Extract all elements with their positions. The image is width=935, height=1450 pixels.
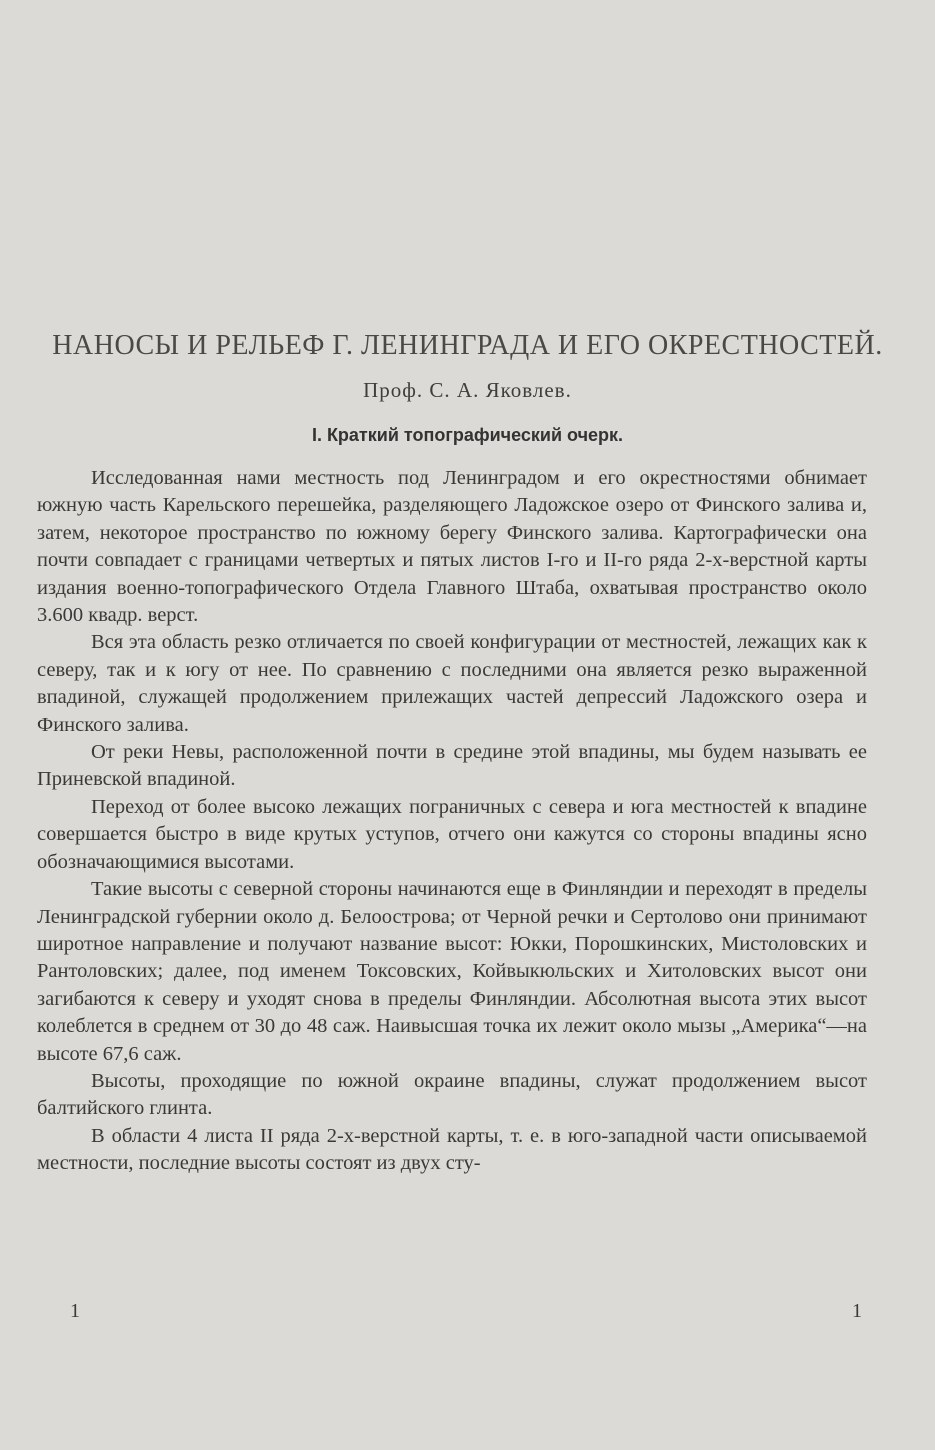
paragraph: Высоты, проходящие по южной окраине впадины, служат продолжением высот балтийского глинта. xyxy=(37,1069,867,1120)
paragraph: Такие высоты с северной стороны начинаются еще в Финляндии и переходят в пределы Ленинградской губернии около д. Белоострова; от Черной речки и Сертолово они принимают широтное направление и получают название высот: Юкки, Порошкинских, Мистоловских и Рантоловских; далее, под именем Токсовских, Койвыкюльских и Хитоловских высот они загибаются к северу и уходят снова в пределы Финляндии. Абсолютная высота этих высот колеблется в среднем от 30 до 48 саж. Наивысшая точка их лежит около мызы „Америка“—на высоте 67,6 саж. xyxy=(37,878,867,1065)
paragraph: Переход от более высоко лежащих пограничных с севера и юга местностей к впадине совершается быстро в виде крутых уступов, отчего они кажутся со стороны впадины ясно обозначающимися высотами. xyxy=(37,795,867,873)
paragraph: От реки Невы, расположенной почти в средине этой впадины, мы будем называть ее Приневской впадиной. xyxy=(37,741,867,791)
paragraph: Вся эта область резко отличается по своей конфигурации от местностей, лежащих как к северу, так и к югу от нее. По сравнению с последними она является резко выраженной впадиной, служащей продолжением прилежащих частей депрессий Ладожского озера и Финского залива. xyxy=(37,631,867,736)
section-heading: I. Краткий топографический очерк. xyxy=(311,425,624,445)
body-text xyxy=(37,465,867,1178)
paragraph: В области 4 листа II ряда 2-х-верстной карты, т. е. в юго-западной части описываемой местности, последние высоты состоят из двух сту- xyxy=(37,1124,867,1175)
article-author: Проф. С. А. Яковлев. xyxy=(363,378,572,402)
paragraph: Исследованная нами местность под Ленинградом и его окрестностями обнимает южную часть Карельского перешейка, разделяющего Ладожское озеро от Финского залива и, затем, некоторое пространство по южному берегу Финского залива. Картографически она почти совпадает с границами четвертых и пятых листов I-го и II-го ряда 2-х-верстной карты издания военно-топографического Отдела Главного Штаба, охватывая пространство около 3.600 квадр. верст. xyxy=(37,467,867,627)
page-number-right: 1 xyxy=(852,1300,862,1322)
page-number-left: 1 xyxy=(70,1300,80,1322)
article-title: НАНОСЫ И РЕЛЬЕФ Г. ЛЕНИНГРАДА И ЕГО ОКРЕСТНОСТЕЙ. xyxy=(52,330,883,361)
